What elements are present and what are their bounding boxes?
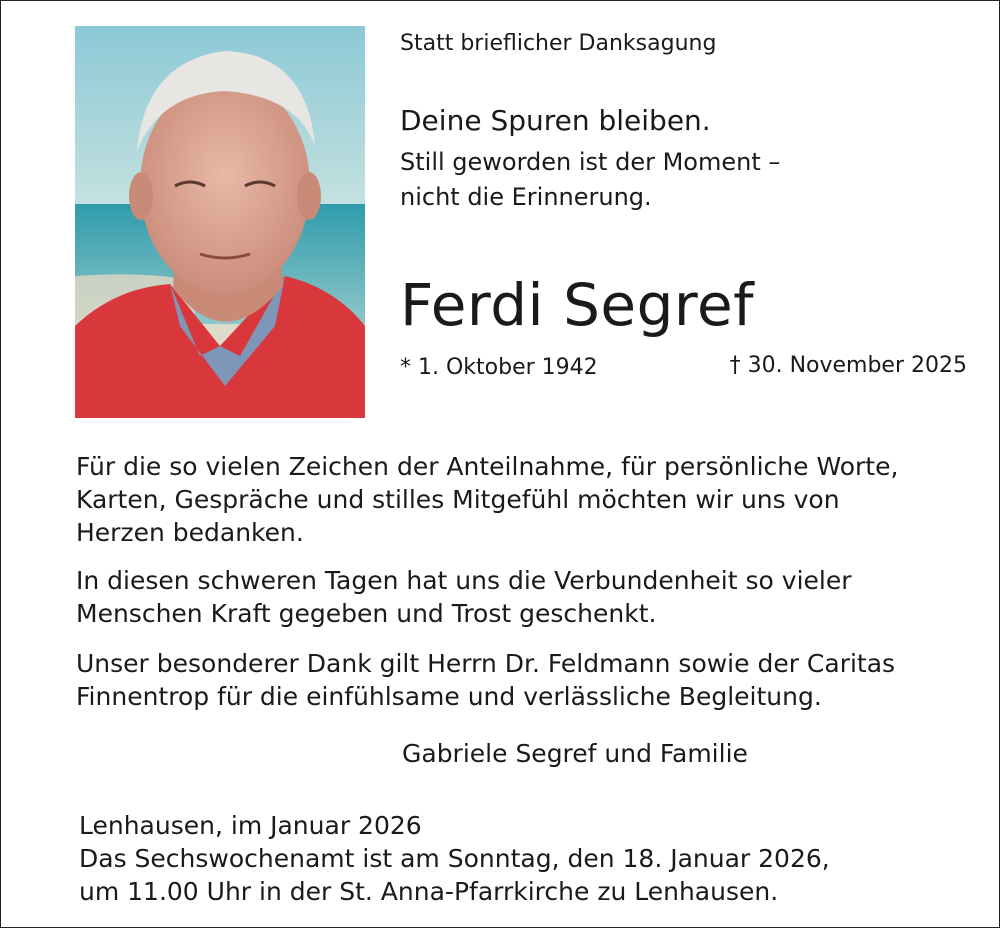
paragraph-line: Finnentrop für die einfühlsame und verlässliche Begleitung.	[76, 682, 822, 711]
paragraph-line: Für die so vielen Zeichen der Anteilnahme, für persönliche Worte,	[76, 452, 899, 481]
paragraph-line: Karten, Gespräche und stilles Mitgefühl möchten wir uns von	[76, 485, 840, 514]
paragraph-line: In diesen schweren Tagen hat uns die Verbundenheit so vieler	[76, 566, 852, 595]
footer-line: um 11.00 Uhr in der St. Anna-Pfarrkirche zu Lenhausen.	[79, 877, 779, 906]
paragraph-line: Unser besonderer Dank gilt Herrn Dr. Feldmann sowie der Caritas	[76, 649, 896, 678]
birth-date: * 1. Oktober 1942	[400, 355, 598, 380]
footer-line: Das Sechswochenamt ist am Sonntag, den 18. Januar 2026,	[79, 844, 830, 873]
paragraph-line: Herzen bedanken.	[76, 518, 304, 547]
portrait-photo	[75, 26, 365, 418]
paragraph-line: Menschen Kraft gegeben und Trost geschenkt.	[76, 599, 657, 628]
header-note: Statt brieflicher Danksagung	[400, 31, 717, 56]
motto-line: nicht die Erinnerung.	[400, 183, 652, 211]
motto-line: Still geworden ist der Moment –	[400, 148, 781, 176]
signature: Gabriele Segref und Familie	[402, 739, 748, 768]
deceased-name: Ferdi Segref	[400, 271, 755, 339]
motto-title: Deine Spuren bleiben.	[400, 104, 711, 137]
death-date: † 30. November 2025	[729, 353, 967, 378]
footer-line: Lenhausen, im Januar 2026	[79, 811, 422, 840]
